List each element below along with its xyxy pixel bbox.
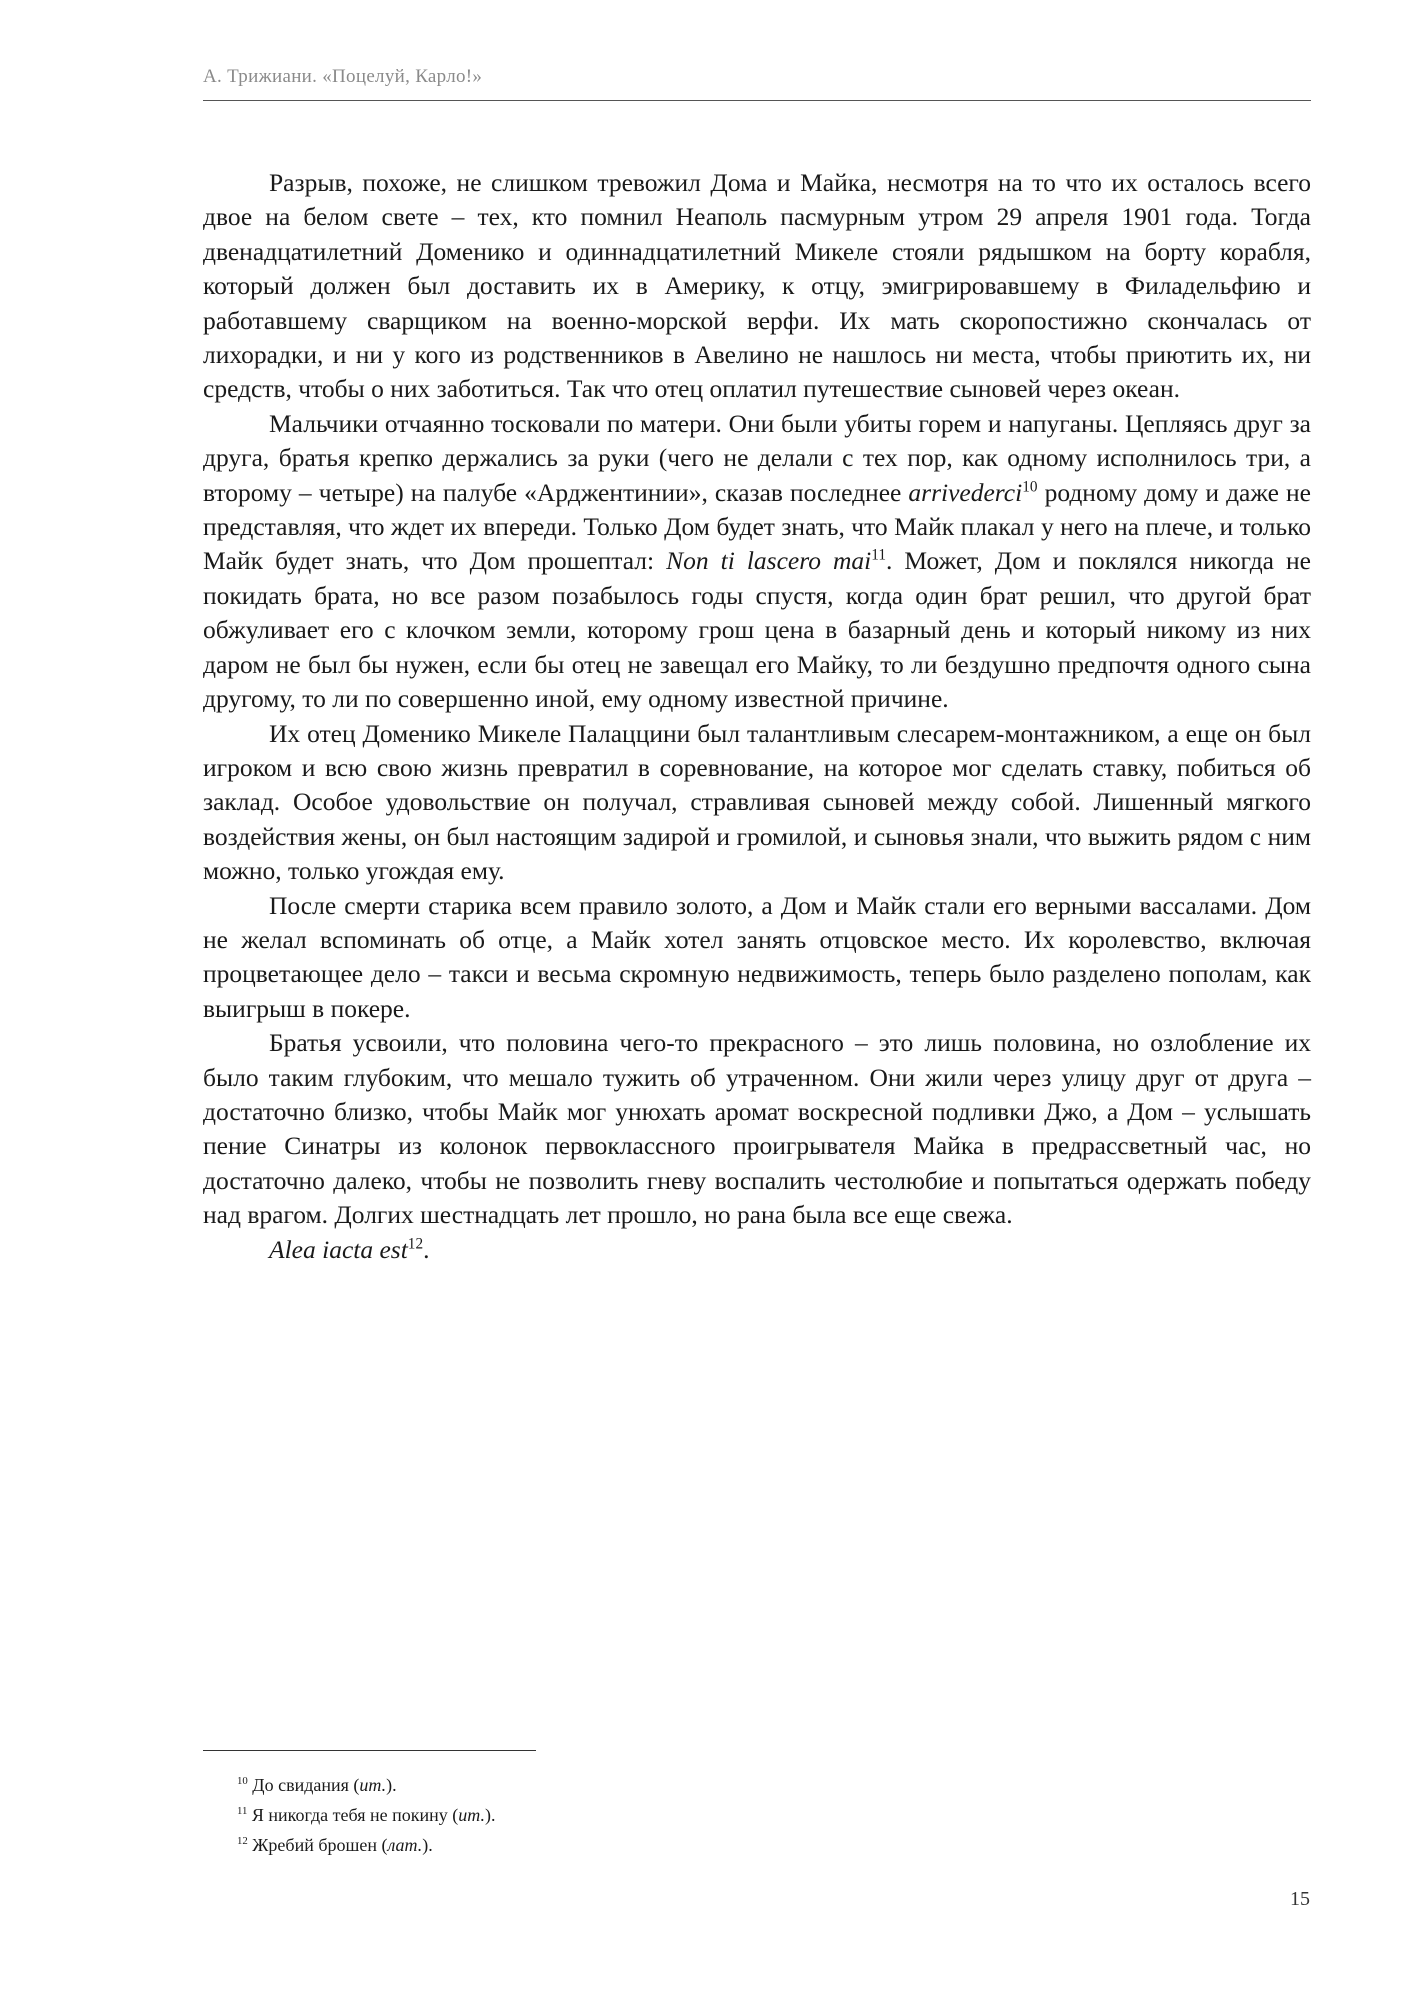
header-rule [203,100,1311,101]
text-run: родному дому и даже не представляя, что ждет их впереди. Только Дом будет знать, что Майк плакал у него на плече, и только Майк будет знать, что Дом прошептал: [203,477,1311,576]
page-number: 15 [1290,1888,1310,1910]
footnote-text: До свидания ( [252,1775,360,1795]
footnote-text: Жребий брошен ( [252,1835,388,1855]
paragraph [203,407,1311,717]
footnotes [237,1770,495,1860]
text-run: Мальчики отчаянно тосковали по матери. Они были убиты горем и напуганы. Цепляясь друг за друга, братья крепко держались за руки (чего не делали с тех пор, как одному исполнилось три, а второму – четыре) на палубе «Арджентинии», сказав последнее [203,408,1311,507]
italic-phrase: Alea iacta est [269,1234,408,1264]
paragraph: После смерти старика всем правило золото, а Дом и Майк стали его верными вассалами. Дом не желал вспоминать об отце, а Майк хотел занять отцовское место. Их королевство, включая процветающее дело – такси и весьма скромную недвижимость, теперь было разделено пополам, как выигрыш в покере. [203,890,1311,1023]
footnote-ref: 12 [407,1235,424,1253]
footnote-number: 12 [237,1835,248,1847]
paragraph [203,1233,1311,1267]
footnote-number: 10 [237,1775,248,1787]
paragraph: Их отец Доменико Микеле Палаццини был талантливым слесарем-монтажником, а еще он был игроком и всю свою жизнь превратил в соревнование, на которое мог сделать ставку, побиться об заклад. Особое удовольствие он получал, стравливая сыновей между собой. Лишенный мягкого воздействия жены, он был настоящим задирой и громилой, и сыновья знали, что выжить рядом с ним можно, только угождая ему. [203,718,1311,886]
italic-phrase: arrivederci [908,477,1023,507]
footnote [237,1830,495,1860]
footnote-ref: 11 [871,546,886,564]
main-text [203,166,1311,1267]
footnote-abbr: лат. [387,1835,423,1855]
paragraph: Братья усвоили, что половина чего-то прекрасного – это лишь половина, но озлобление их было таким глубоким, что мешало тужить об утраченном. Они жили через улицу друг от друга – достаточно близко, чтобы Майк мог унюхать аромат воскресной подливки Джо, а Дом – услышать пение Синатры из колонок первоклассного проигрывателя Майка в предрассветный час, но достаточно далеко, чтобы не позволить гневу воспалить честолюбие и попытаться одержать победу над врагом. Долгих шестнадцать лет прошло, но рана была все еще свежа. [203,1028,1311,1230]
footnote-ref: 10 [1022,478,1038,496]
footnote [237,1770,495,1800]
text-run: . Может, Дом и поклялся никогда не покидать брата, но все разом позабылось годы спустя, когда один брат решил, что другой брат обжуливает его с клочком земли, которому грош цена в базарный день и который никому из них даром не был бы нужен, если бы отец не завещал его Майку, то ли бездушно предпочтя одного сына другому, то ли по совершенно иной, ему одному известной причине. [203,546,1311,714]
footnote-abbr: ит. [458,1805,485,1825]
footnote-close: ). [422,1835,433,1855]
italic-phrase: Non ti lascero mai [666,546,872,576]
footnote-rule [203,1750,536,1751]
running-head: А. Трижиани. «Поцелуй, Карло!» [203,66,483,87]
footnote [237,1800,495,1830]
text-run: . [423,1234,430,1264]
footnote-abbr: ит. [359,1775,387,1795]
footnote-close: ). [386,1775,397,1795]
footnote-close: ). [484,1805,496,1825]
footnote-number: 11 [237,1805,248,1817]
footnote-text: Я никогда тебя не покину ( [251,1805,459,1825]
paragraph: Разрыв, похоже, не слишком тревожил Дома и Майка, несмотря на то что их осталось всего двое на белом свете – тех, кто помнил Неаполь пасмурным утром 29 апреля 1901 года. Тогда двенадцатилетний Доменико и одиннадцатилетний Микеле стояли рядышком на борту корабля, который должен был доставить их в Америку, к отцу, эмигрировавшему в Филадельфию и работавшему сварщиком на военно-морской верфи. Их мать скоропостижно скончалась от лихорадки, и ни у кого из родственников в Авелино не нашлось ни места, чтобы приютить их, ни средств, чтобы о них заботиться. Так что отец оплатил путешествие сыновей через океан. [203,168,1311,404]
